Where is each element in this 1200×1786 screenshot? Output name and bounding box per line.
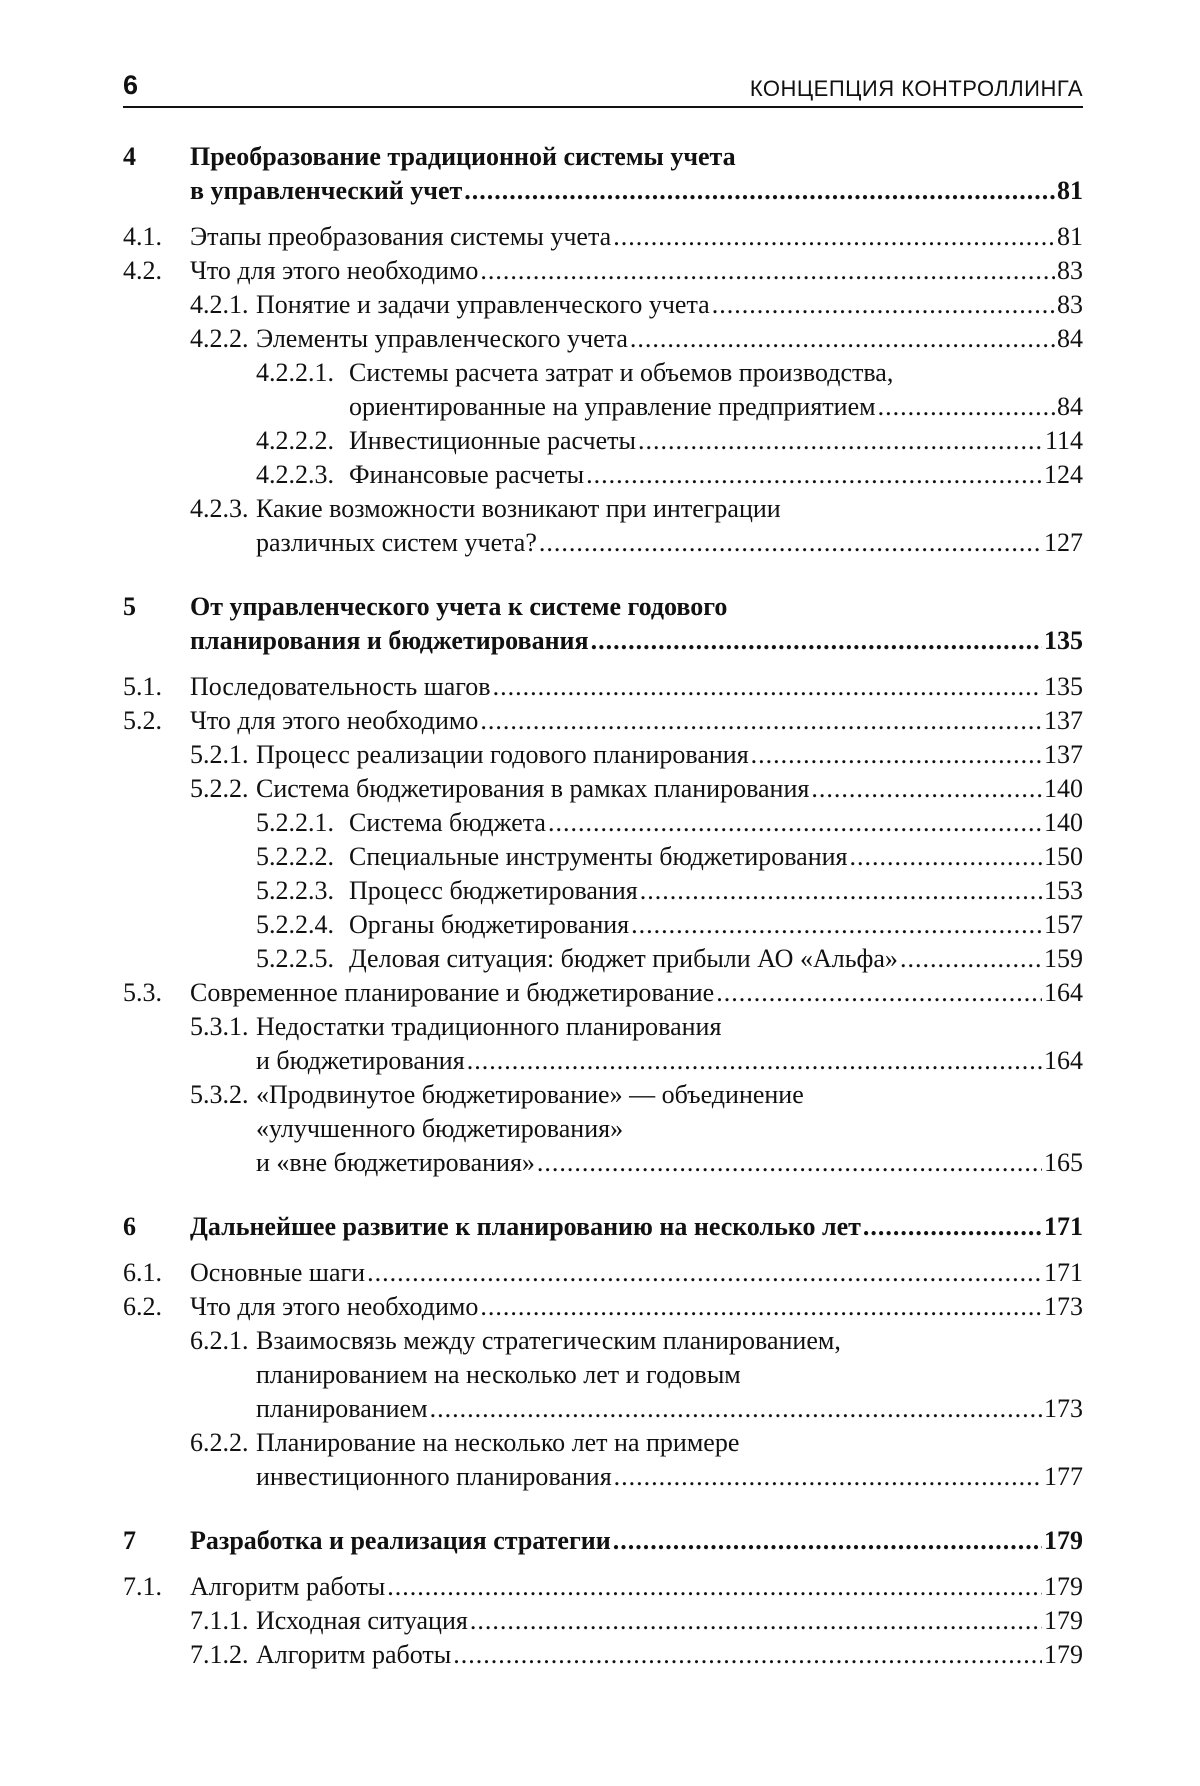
toc-entry-title (256, 288, 1083, 322)
toc-entry-title (190, 1524, 1083, 1558)
toc-entry-title (190, 976, 1083, 1010)
toc-entry-number: 5.2.2.1. (256, 808, 334, 837)
toc-page-number: 177 (1044, 1462, 1083, 1491)
toc-entry-title (256, 1426, 1083, 1494)
toc-entry-number: 4.2.2. (190, 324, 249, 353)
toc-entry (123, 1324, 1083, 1426)
dot-leader (493, 670, 1042, 704)
toc-entry-title (256, 1638, 1083, 1672)
toc-page-number: 114 (1044, 426, 1083, 455)
toc-page-number: 165 (1044, 1148, 1083, 1177)
toc-entry-text: планирования и бюджетирования (190, 626, 589, 655)
toc-entry-text: Взаимосвязь между стратегическим планированием, (256, 1326, 841, 1355)
toc-entry-text: Процесс бюджетирования (349, 876, 638, 905)
running-title: КОНЦЕПЦИЯ КОНТРОЛЛИНГА (749, 76, 1083, 101)
toc-entry-title (190, 140, 1083, 208)
toc-entry (123, 590, 1083, 658)
toc-entry-number: 5.3. (123, 978, 162, 1007)
toc-entry (123, 1256, 1083, 1290)
toc-entry-text: Исходная ситуация (256, 1606, 468, 1635)
dot-leader (613, 1524, 1042, 1558)
toc-entry-number: 4.2.2.1. (256, 358, 334, 387)
toc-entry-text: различных систем учета? (256, 528, 537, 557)
toc-entry-number: 7.1. (123, 1572, 162, 1601)
toc-entry (123, 1010, 1083, 1078)
dot-leader (586, 458, 1042, 492)
toc-entry-number: 5.2. (123, 706, 162, 735)
toc-entry-text: Современное планирование и бюджетирование (190, 978, 715, 1007)
toc-entry-text: Элементы управленческого учета (256, 324, 628, 353)
toc-entry-text: планированием (256, 1394, 428, 1423)
toc-entry-text: От управленческого учета к системе годового (190, 592, 728, 621)
toc-entry-number: 4.2.2.3. (256, 460, 334, 489)
toc-entry-number: 4.2.1. (190, 290, 249, 319)
toc-entry (123, 772, 1083, 806)
dot-leader (631, 908, 1042, 942)
toc-entry-title (349, 356, 1083, 424)
dot-leader (613, 220, 1055, 254)
page-header (123, 66, 1083, 108)
toc-entry (123, 1604, 1083, 1638)
toc-entry-text: ориентированные на управление предприятием (349, 392, 876, 421)
toc-entry-number: 6.2.2. (190, 1428, 249, 1457)
header-rule (123, 106, 1083, 108)
toc-entry-title (190, 1256, 1083, 1290)
toc-entry-title (349, 424, 1083, 458)
dot-leader (863, 1210, 1042, 1244)
toc-entry (123, 976, 1083, 1010)
toc-entry-number: 5.1. (123, 672, 162, 701)
toc-entry-title (190, 670, 1083, 704)
toc-entry (123, 288, 1083, 322)
toc-entry-number: 4.1. (123, 222, 162, 251)
toc-entry-text: Деловая ситуация: бюджет прибыли АО «Альфа» (349, 944, 898, 973)
toc-page-number: 171 (1044, 1212, 1083, 1241)
toc-entry-text: Система бюджета (349, 808, 546, 837)
dot-leader (470, 1604, 1042, 1638)
toc-entry-title (190, 590, 1083, 658)
toc-entry-text: Инвестиционные расчеты (349, 426, 636, 455)
toc-page-number: 84 (1057, 324, 1083, 353)
dot-leader (638, 424, 1043, 458)
toc-entry-number: 6 (123, 1212, 136, 1241)
toc-entry (123, 458, 1083, 492)
toc-entry (123, 806, 1083, 840)
toc-entry-number: 5.2.2.2. (256, 842, 334, 871)
toc-entry-text: Дальнейшее развитие к планированию на несколько лет (190, 1212, 861, 1241)
dot-leader (480, 254, 1055, 288)
toc-page-number: 81 (1057, 176, 1083, 205)
toc-entry-title (256, 1078, 1083, 1180)
toc-page-number: 135 (1044, 672, 1083, 701)
toc-entry-text: «Продвинутое бюджетирование» — объединение (256, 1080, 804, 1109)
toc-entry-title (190, 704, 1083, 738)
dot-leader (850, 840, 1042, 874)
dot-leader (480, 1290, 1042, 1324)
toc-entry-number: 6.2. (123, 1292, 162, 1321)
toc-entry-text: Финансовые расчеты (349, 460, 585, 489)
toc-entry (123, 220, 1083, 254)
toc-entry (123, 1426, 1083, 1494)
toc-page-number: 81 (1057, 222, 1083, 251)
toc-entry-text: и бюджетирования (256, 1046, 465, 1075)
toc-page-number: 135 (1044, 626, 1083, 655)
toc-page-number: 171 (1044, 1258, 1083, 1287)
toc-entry-title (256, 1604, 1083, 1638)
toc-entry-title (349, 942, 1083, 976)
toc-entry (123, 492, 1083, 560)
toc-entry-title (256, 322, 1083, 356)
toc-entry-number: 7.1.2. (190, 1640, 249, 1669)
toc-entry (123, 874, 1083, 908)
toc-entry-number: 5.2.1. (190, 740, 249, 769)
toc-entry (123, 1638, 1083, 1672)
toc-entry-text: Органы бюджетирования (349, 910, 630, 939)
dot-leader (548, 806, 1042, 840)
toc-page-number: 164 (1044, 1046, 1083, 1075)
toc-page-number: 179 (1044, 1606, 1083, 1635)
toc-entry (123, 140, 1083, 208)
toc-page-number: 137 (1044, 706, 1083, 735)
toc-entry-text: инвестиционного планирования (256, 1462, 612, 1491)
dot-leader (614, 1460, 1042, 1494)
toc-entry (123, 1524, 1083, 1558)
dot-leader (367, 1256, 1042, 1290)
dot-leader (591, 624, 1042, 658)
toc-entry-text: Преобразование традиционной системы учета (190, 142, 736, 171)
toc-entry-text: планированием на несколько лет и годовым (256, 1360, 741, 1389)
toc-entry-text: Алгоритм работы (190, 1572, 386, 1601)
toc-entry-number: 6.2.1. (190, 1326, 249, 1355)
dot-leader (630, 322, 1055, 356)
dot-leader (811, 772, 1042, 806)
toc-page-number: 140 (1044, 774, 1083, 803)
toc-entry-title (349, 806, 1083, 840)
toc-entry (123, 704, 1083, 738)
toc-page-number: 164 (1044, 978, 1083, 1007)
dot-leader (430, 1392, 1042, 1426)
toc-entry-title (349, 458, 1083, 492)
dot-leader (716, 976, 1042, 1010)
toc-entry-title (349, 908, 1083, 942)
toc-entry-text: Что для этого необходимо (190, 1292, 479, 1321)
toc-page-number: 173 (1044, 1292, 1083, 1321)
toc-entry-title (190, 1290, 1083, 1324)
toc-entry (123, 254, 1083, 288)
toc-entry-text: и «вне бюджетирования» (256, 1148, 535, 1177)
toc-entry-text: Система бюджетирования в рамках планирования (256, 774, 810, 803)
toc-entry-title (349, 840, 1083, 874)
toc-entry-number: 5 (123, 592, 136, 621)
dot-leader (900, 942, 1042, 976)
dot-leader (640, 874, 1042, 908)
dot-leader (453, 1638, 1042, 1672)
dot-leader (464, 174, 1055, 208)
toc-entry-text: Этапы преобразования системы учета (190, 222, 612, 251)
toc-page-number: 140 (1044, 808, 1083, 837)
toc-entry-number: 5.3.2. (190, 1080, 249, 1109)
toc-page-number: 153 (1044, 876, 1083, 905)
toc-entry-text: Недостатки традиционного планирования (256, 1012, 722, 1041)
toc-page-number: 84 (1057, 392, 1083, 421)
toc-entry-text: Системы расчета затрат и объемов производства, (349, 358, 894, 387)
toc-entry-title (190, 220, 1083, 254)
toc-entry-text: Последовательность шагов (190, 672, 491, 701)
toc-entry-number: 5.2.2. (190, 774, 249, 803)
toc-page-number: 127 (1044, 528, 1083, 557)
toc-entry-text: Какие возможности возникают при интеграции (256, 494, 781, 523)
toc-entry-title (256, 772, 1083, 806)
toc-page-number: 83 (1057, 290, 1083, 319)
toc-entry-number: 4.2. (123, 256, 162, 285)
dot-leader (712, 288, 1055, 322)
toc-entry-number: 5.3.1. (190, 1012, 249, 1041)
toc-page-number: 179 (1044, 1572, 1083, 1601)
toc-entry-title (256, 492, 1083, 560)
dot-leader (537, 1146, 1042, 1180)
toc-entry-number: 5.2.2.4. (256, 910, 334, 939)
toc-entry-title (190, 1570, 1083, 1604)
toc-entry-text: Разработка и реализация стратегии (190, 1526, 611, 1555)
dot-leader (751, 738, 1042, 772)
toc-entry (123, 356, 1083, 424)
toc-entry (123, 424, 1083, 458)
toc-entry (123, 670, 1083, 704)
toc-entry (123, 908, 1083, 942)
toc-entry-text: «улучшенного бюджетирования» (256, 1114, 624, 1143)
toc-entry-text: Основные шаги (190, 1258, 366, 1287)
toc-page-number: 137 (1044, 740, 1083, 769)
toc-entry-number: 4.2.2.2. (256, 426, 334, 455)
toc-entry (123, 322, 1083, 356)
toc-entry-text: Алгоритм работы (256, 1640, 452, 1669)
dot-leader (878, 390, 1055, 424)
dot-leader (480, 704, 1042, 738)
toc-entry (123, 840, 1083, 874)
toc-page-number: 173 (1044, 1394, 1083, 1423)
toc-page-number: 150 (1044, 842, 1083, 871)
toc-entry-number: 4 (123, 142, 136, 171)
toc-entry-text: Планирование на несколько лет на примере (256, 1428, 740, 1457)
toc-entry-number: 5.2.2.3. (256, 876, 334, 905)
toc-entry-text: в управленческий учет (190, 176, 463, 205)
toc-entry (123, 1078, 1083, 1180)
toc-entry (123, 1290, 1083, 1324)
toc-page-number: 159 (1044, 944, 1083, 973)
toc-entry-text: Процесс реализации годового планирования (256, 740, 749, 769)
toc-entry (123, 1570, 1083, 1604)
toc-entry-title (256, 1324, 1083, 1426)
toc-entry-title (190, 254, 1083, 288)
toc-page-number: 83 (1057, 256, 1083, 285)
toc-entry-number: 7 (123, 1526, 136, 1555)
toc-entry-text: Что для этого необходимо (190, 256, 479, 285)
toc-entry-title (190, 1210, 1083, 1244)
toc-page-number: 179 (1044, 1640, 1083, 1669)
toc-entry-number: 7.1.1. (190, 1606, 249, 1635)
toc-page-number: 157 (1044, 910, 1083, 939)
dot-leader (387, 1570, 1042, 1604)
toc-page-number: 124 (1044, 460, 1083, 489)
toc-entry-number: 6.1. (123, 1258, 162, 1287)
toc-entry-number: 5.2.2.5. (256, 944, 334, 973)
toc-entry-text: Понятие и задачи управленческого учета (256, 290, 710, 319)
toc-page-number: 179 (1044, 1526, 1083, 1555)
toc-entry (123, 942, 1083, 976)
dot-leader (539, 526, 1042, 560)
toc-entry-text: Специальные инструменты бюджетирования (349, 842, 848, 871)
toc-entry-text: Что для этого необходимо (190, 706, 479, 735)
dot-leader (467, 1044, 1042, 1078)
toc-entry-title (256, 738, 1083, 772)
toc-entry (123, 738, 1083, 772)
toc-entry-title (349, 874, 1083, 908)
toc-entry-number: 4.2.3. (190, 494, 249, 523)
page-number: 6 (123, 70, 139, 100)
toc-entry (123, 1210, 1083, 1244)
toc-entry-title (256, 1010, 1083, 1078)
